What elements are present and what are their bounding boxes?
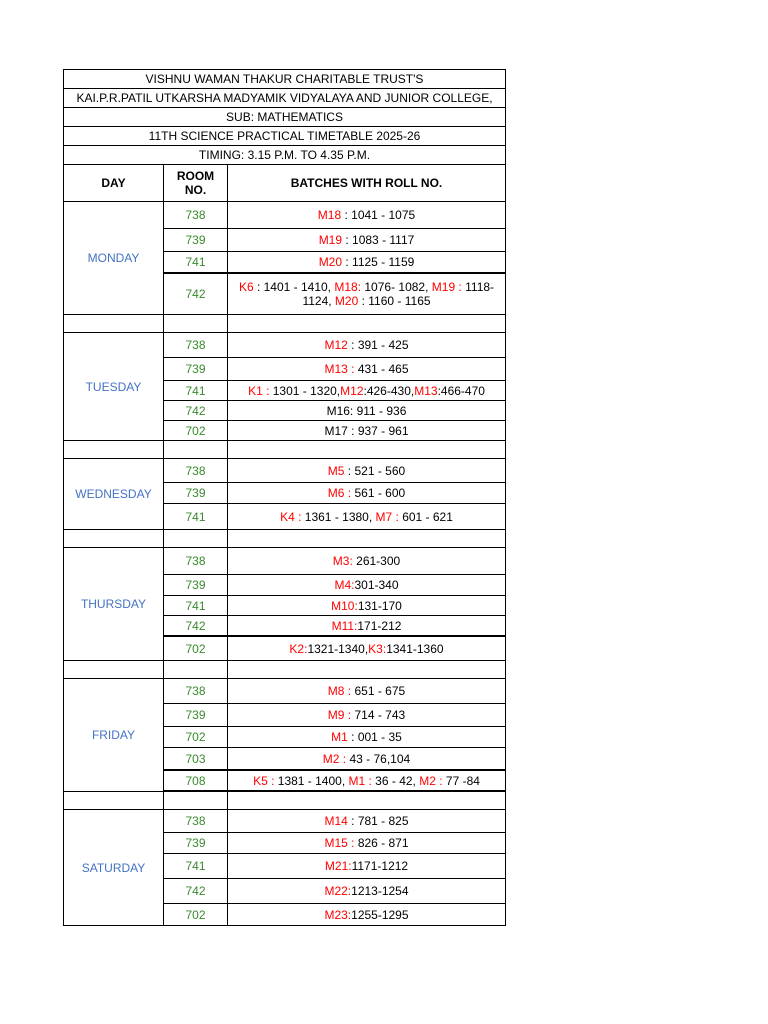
- empty-cell: [64, 791, 164, 810]
- batch-code: M13 :: [324, 362, 355, 376]
- batch-roll-numbers: [228, 333, 506, 358]
- batch-code: M22:: [324, 884, 352, 898]
- empty-cell: [228, 315, 506, 333]
- batch-roll-numbers: [228, 810, 506, 833]
- trust-name: VISHNU WAMAN THAKUR CHARITABLE TRUST'S: [64, 70, 506, 89]
- column-header-batches: BATCHES WITH ROLL NO.: [228, 165, 506, 202]
- room-number: 702: [164, 727, 228, 748]
- batch-roll-numbers: [228, 252, 506, 274]
- batch-code: M4:: [334, 578, 355, 592]
- empty-cell: [228, 791, 506, 810]
- batch-roll-numbers: [228, 770, 506, 791]
- batch-code: M15 :: [324, 836, 355, 850]
- roll-range: : 1041 - 1075: [341, 208, 416, 222]
- room-number: 742: [164, 616, 228, 637]
- batch-roll-numbers: [228, 748, 506, 771]
- batch-roll-numbers: [228, 381, 506, 401]
- batch-code: M21:: [324, 859, 352, 873]
- roll-range: : 001 - 35: [347, 730, 402, 744]
- batch-roll-numbers: [228, 727, 506, 748]
- batch-code: M1 :: [348, 773, 372, 788]
- batch-code: M20: [318, 255, 343, 269]
- batch-code: M2 :: [419, 773, 443, 788]
- roll-range: 1381 - 1400,: [274, 773, 349, 788]
- roll-range: 1118- 1124,: [302, 280, 495, 308]
- room-number: 741: [164, 252, 228, 274]
- roll-range: 1076- 1082,: [361, 280, 432, 294]
- room-number: 738: [164, 459, 228, 483]
- table-row: [64, 333, 506, 358]
- batch-roll-numbers: [228, 548, 506, 575]
- roll-range: 1301 - 1320,: [269, 383, 341, 398]
- batch-roll-numbers: [228, 679, 506, 704]
- room-number: 739: [164, 358, 228, 381]
- room-number: 703: [164, 748, 228, 771]
- batch-code: M9 :: [327, 708, 352, 722]
- empty-cell: [164, 661, 228, 679]
- room-number: 742: [164, 401, 228, 421]
- spacer-row: [64, 661, 506, 679]
- room-number: 702: [164, 904, 228, 926]
- day-name: WEDNESDAY: [64, 459, 164, 530]
- room-number: 738: [164, 810, 228, 833]
- batch-code: M19: [318, 233, 343, 247]
- batch-code: M3:: [332, 554, 353, 568]
- room-number: 741: [164, 504, 228, 530]
- room-number: 741: [164, 381, 228, 401]
- batch-code: M12: [324, 338, 348, 352]
- table-row: [64, 459, 506, 483]
- roll-range: 651 - 675: [351, 684, 406, 698]
- room-number: 739: [164, 833, 228, 854]
- day-name: TUESDAY: [64, 333, 164, 441]
- batch-code: K3:: [368, 641, 387, 656]
- room-number: 739: [164, 575, 228, 596]
- roll-range: M17 : 937 - 961: [324, 423, 409, 438]
- roll-range: 1361 - 1380,: [301, 509, 376, 524]
- roll-range: 1255-1295: [351, 907, 409, 922]
- roll-range: : 1125 - 1159: [342, 255, 415, 269]
- roll-range: 714 - 743: [351, 708, 406, 722]
- room-number: 702: [164, 636, 228, 661]
- room-number: 702: [164, 421, 228, 441]
- empty-cell: [64, 441, 164, 459]
- table-row: [64, 548, 506, 575]
- batch-roll-numbers: [228, 401, 506, 421]
- roll-range: 826 - 871: [354, 836, 409, 850]
- room-number: 738: [164, 548, 228, 575]
- roll-range: 601 - 621: [398, 509, 453, 524]
- batch-code: M11:: [331, 618, 358, 633]
- day-name: MONDAY: [64, 202, 164, 315]
- column-header-room: [164, 165, 228, 202]
- batch-code: M23:: [324, 907, 352, 922]
- table-row: [64, 679, 506, 704]
- empty-cell: [228, 661, 506, 679]
- batch-code: M7 :: [375, 509, 399, 524]
- batch-roll-numbers: [228, 616, 506, 637]
- batch-roll-numbers: [228, 575, 506, 596]
- batch-code: K2:: [289, 641, 308, 656]
- day-name: SATURDAY: [64, 810, 164, 926]
- batch-code: M18:: [334, 280, 362, 294]
- timing-line: TIMING: 3.15 P.M. TO 4.35 P.M.: [64, 146, 506, 165]
- room-number: 739: [164, 483, 228, 504]
- batch-roll-numbers: [228, 704, 506, 727]
- empty-cell: [164, 530, 228, 548]
- roll-range: 1321-1340,: [307, 641, 369, 656]
- batch-code: M13: [414, 383, 438, 398]
- batch-roll-numbers: [228, 459, 506, 483]
- room-number: 708: [164, 770, 228, 791]
- room-number: 742: [164, 879, 228, 904]
- spacer-row: [64, 315, 506, 333]
- batch-code: K6: [238, 280, 254, 294]
- roll-range: 77 -84: [442, 773, 480, 788]
- subject-line: SUB: MATHEMATICS: [64, 108, 506, 127]
- roll-range: : 521 - 560: [344, 463, 406, 478]
- roll-range: 431 - 465: [354, 362, 409, 376]
- room-header-line1: ROOM: [176, 169, 215, 183]
- roll-range: : 1083 - 1117: [342, 233, 415, 247]
- batch-roll-numbers: [228, 636, 506, 661]
- roll-range: 1213-1254: [351, 884, 409, 898]
- spacer-row: [64, 791, 506, 810]
- roll-range: :426-430,: [363, 383, 415, 398]
- empty-cell: [164, 441, 228, 459]
- room-number: 742: [164, 273, 228, 315]
- empty-cell: [228, 530, 506, 548]
- batch-code: M14: [324, 814, 348, 828]
- batch-roll-numbers: [228, 904, 506, 926]
- batch-roll-numbers: [228, 202, 506, 229]
- room-number: 739: [164, 229, 228, 252]
- table-row: [64, 202, 506, 229]
- batch-code: M6 :: [327, 486, 352, 500]
- room-number: 741: [164, 596, 228, 616]
- batch-roll-numbers: [228, 358, 506, 381]
- column-header-day: DAY: [64, 165, 164, 202]
- timetable: [63, 69, 506, 926]
- batch-roll-numbers: [228, 273, 506, 315]
- roll-range: M16: 911 - 936: [326, 403, 407, 418]
- roll-range: : 781 - 825: [347, 814, 409, 828]
- batch-code: M5: [327, 463, 345, 478]
- batch-code: M20: [334, 294, 359, 308]
- batch-code: M10:: [331, 598, 358, 613]
- roll-range: : 391 - 425: [347, 338, 409, 352]
- empty-cell: [164, 791, 228, 810]
- room-number: 741: [164, 854, 228, 879]
- roll-range: 261-300: [352, 554, 401, 568]
- room-number: 739: [164, 704, 228, 727]
- batch-code: K1 :: [248, 383, 270, 398]
- batch-roll-numbers: [228, 596, 506, 616]
- room-number: 738: [164, 202, 228, 229]
- batch-roll-numbers: [228, 229, 506, 252]
- day-name: FRIDAY: [64, 679, 164, 792]
- roll-range: : 1160 - 1165: [358, 294, 431, 308]
- roll-range: 43 - 76,104: [346, 751, 411, 766]
- roll-range: 171-212: [357, 618, 402, 633]
- batch-roll-numbers: [228, 854, 506, 879]
- empty-cell: [64, 661, 164, 679]
- batch-code: M1: [331, 730, 348, 744]
- timetable-title: 11TH SCIENCE PRACTICAL TIMETABLE 2025-26: [64, 127, 506, 146]
- batch-code: K5 :: [253, 773, 275, 788]
- batch-roll-numbers: [228, 833, 506, 854]
- batch-roll-numbers: [228, 421, 506, 441]
- roll-range: 301-340: [354, 578, 399, 592]
- day-name: THURSDAY: [64, 548, 164, 661]
- batch-roll-numbers: [228, 504, 506, 530]
- empty-cell: [64, 315, 164, 333]
- college-name: KAI.P.R.PATIL UTKARSHA MADYAMIK VIDYALAYA AND JUNIOR COLLEGE,: [64, 89, 506, 108]
- batch-code: M18: [317, 208, 342, 222]
- batch-code: M8 :: [327, 684, 352, 698]
- batch-code: M2 :: [322, 751, 347, 766]
- empty-cell: [64, 530, 164, 548]
- roll-range: 131-170: [357, 598, 402, 613]
- roll-range: 1341-1360: [386, 641, 444, 656]
- spacer-row: [64, 441, 506, 459]
- room-number: 738: [164, 679, 228, 704]
- empty-cell: [228, 441, 506, 459]
- batch-roll-numbers: [228, 483, 506, 504]
- roll-range: 36 - 42,: [371, 773, 420, 788]
- batch-code: K4 :: [280, 509, 302, 524]
- roll-range: 1171-1212: [351, 859, 409, 873]
- spacer-row: [64, 530, 506, 548]
- room-header-line2: NO.: [184, 183, 207, 197]
- table-row: [64, 810, 506, 833]
- room-number: 738: [164, 333, 228, 358]
- roll-range: :466-470: [437, 383, 485, 398]
- roll-range: : 1401 - 1410,: [253, 280, 335, 294]
- batch-code: M19 :: [431, 280, 462, 294]
- empty-cell: [164, 315, 228, 333]
- batch-roll-numbers: [228, 879, 506, 904]
- roll-range: 561 - 600: [351, 486, 406, 500]
- batch-code: M12: [340, 383, 364, 398]
